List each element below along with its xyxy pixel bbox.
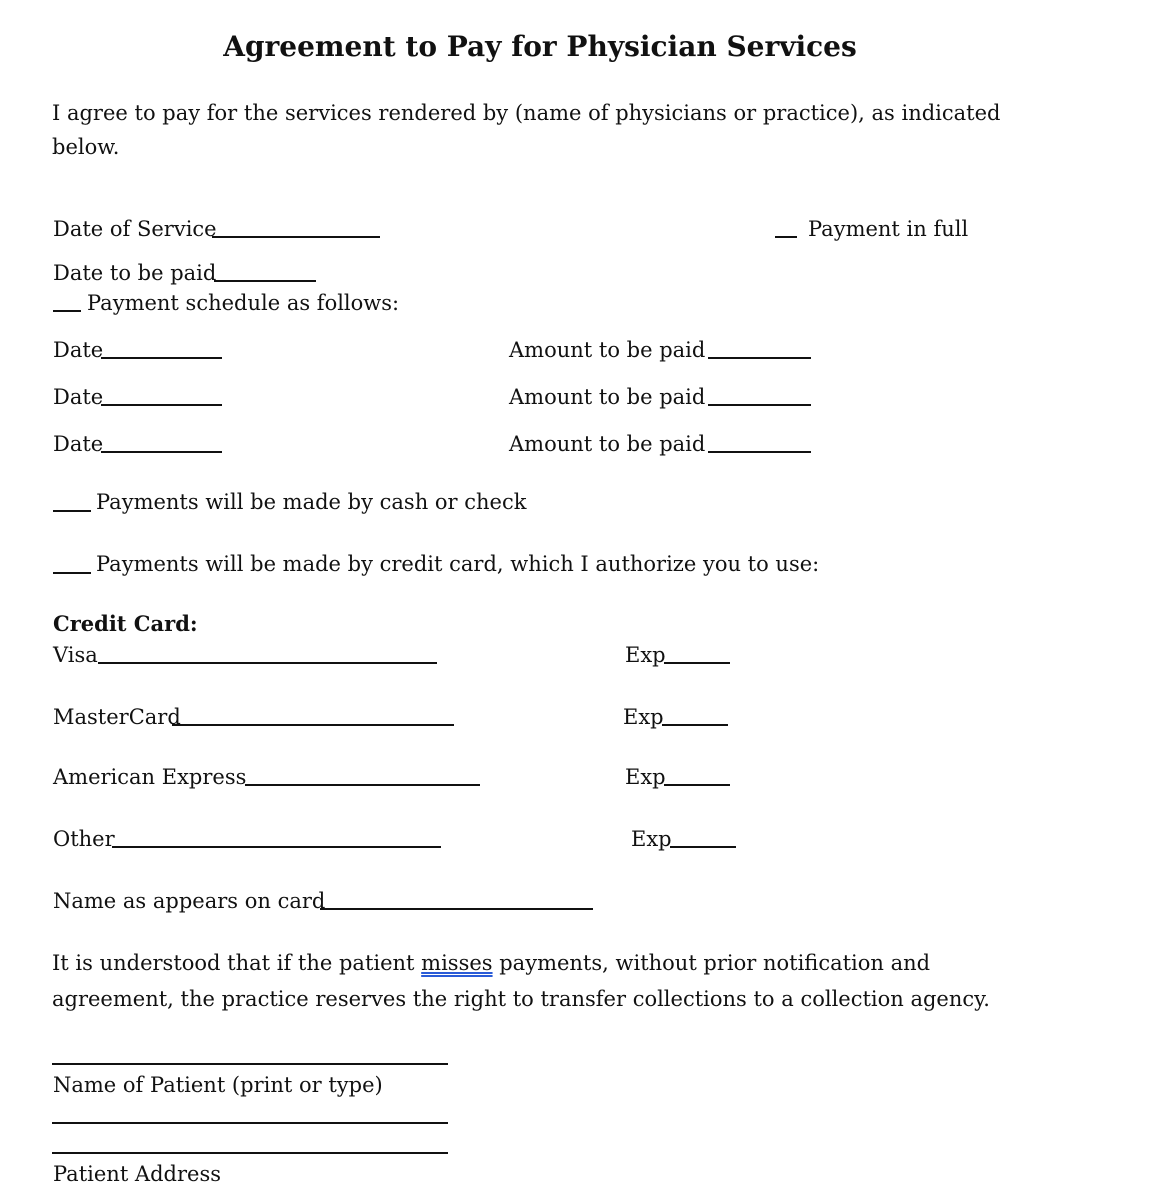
date-of-service-field[interactable]	[212, 236, 380, 238]
payment-in-full-label: Payment in full	[808, 217, 969, 241]
visa-exp-label: Exp	[625, 643, 666, 667]
schedule-amount-field[interactable]	[708, 404, 811, 406]
schedule-amount-label: Amount to be paid	[509, 338, 706, 362]
amex-exp-label: Exp	[625, 765, 666, 789]
amex-label: American Express	[53, 765, 247, 789]
schedule-amount-label: Amount to be paid	[509, 432, 706, 456]
cash-or-check-label: Payments will be made by cash or check	[96, 490, 527, 514]
intro-line-1: I agree to pay for the services rendered by (name of physicians or practice), as indicated	[52, 101, 1001, 125]
schedule-amount-field[interactable]	[708, 357, 811, 359]
notice-underlined-word: misses	[421, 951, 493, 975]
schedule-date-label: Date	[53, 432, 104, 456]
name-on-card-label: Name as appears on card	[53, 889, 326, 913]
schedule-date-label: Date	[53, 338, 104, 362]
notice-text: payments, without prior notification and	[492, 951, 931, 975]
schedule-date-field[interactable]	[101, 357, 222, 359]
mastercard-label: MasterCard	[53, 705, 181, 729]
mastercard-exp-field[interactable]	[662, 724, 728, 726]
credit-card-checkbox[interactable]	[53, 572, 91, 574]
visa-number-field[interactable]	[98, 662, 437, 664]
amex-exp-field[interactable]	[664, 784, 730, 786]
mastercard-exp-label: Exp	[623, 705, 664, 729]
payment-in-full-checkbox[interactable]	[775, 236, 797, 238]
credit-card-option-label: Payments will be made by credit card, which I authorize you to use:	[96, 552, 820, 576]
name-on-card-field[interactable]	[320, 908, 593, 910]
patient-address-line-1[interactable]	[52, 1122, 448, 1124]
notice-line-2: agreement, the practice reserves the right to transfer collections to a collection agency.	[52, 987, 990, 1011]
patient-name-signature-line[interactable]	[52, 1063, 448, 1065]
patient-name-label: Name of Patient (print or type)	[53, 1073, 383, 1097]
credit-card-heading: Credit Card:	[53, 611, 198, 636]
document-title: Agreement to Pay for Physician Services	[223, 30, 857, 63]
notice-line-1	[52, 950, 930, 976]
date-to-be-paid-field[interactable]	[214, 280, 316, 282]
mastercard-number-field[interactable]	[172, 724, 454, 726]
visa-label: Visa	[53, 643, 98, 667]
other-card-label: Other	[53, 827, 115, 851]
date-to-be-paid-label: Date to be paid	[53, 261, 217, 285]
amex-number-field[interactable]	[245, 784, 480, 786]
notice-text: It is understood that if the patient	[52, 951, 422, 975]
patient-address-label: Patient Address	[53, 1162, 221, 1186]
payment-schedule-label: Payment schedule as follows:	[87, 291, 400, 315]
other-exp-field[interactable]	[670, 846, 736, 848]
schedule-amount-label: Amount to be paid	[509, 385, 706, 409]
payment-schedule-checkbox[interactable]	[53, 310, 81, 312]
schedule-date-field[interactable]	[101, 404, 222, 406]
intro-line-2: below.	[52, 135, 120, 159]
schedule-date-field[interactable]	[101, 451, 222, 453]
other-exp-label: Exp	[631, 827, 672, 851]
schedule-date-label: Date	[53, 385, 104, 409]
visa-exp-field[interactable]	[664, 662, 730, 664]
patient-address-line-2[interactable]	[52, 1152, 448, 1154]
date-of-service-label: Date of Service	[53, 217, 217, 241]
cash-or-check-checkbox[interactable]	[53, 510, 91, 512]
other-card-number-field[interactable]	[112, 846, 441, 848]
schedule-amount-field[interactable]	[708, 451, 811, 453]
